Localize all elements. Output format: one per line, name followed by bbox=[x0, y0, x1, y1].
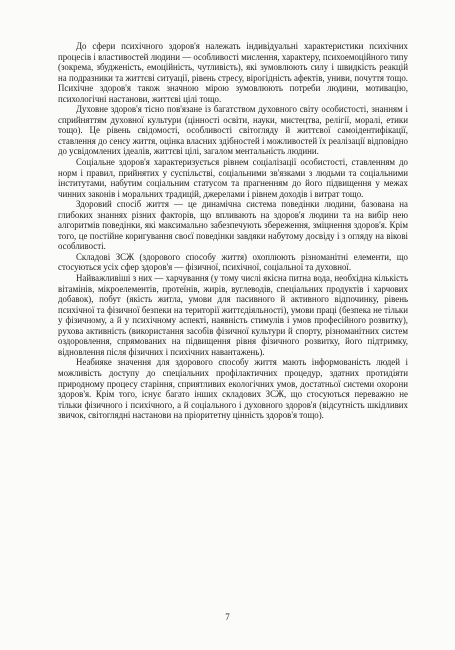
paragraph-spiritual-health: Духовне здоров'я тісно пов'язане із багатством духовного світу особистості, знанням і сприйняттям духовної культури (цінності освіти, науки, мистецтва, релігії, моралі, етики тощо). Це рівень свідомості, особливості світогляду й життєвої самоідентифікації, ставлення до сенсу життя, оцінка власних здібностей і можливостей їх реалізації відповідно до усвідомлених ідеалів, життєві цілі, загалом ментальність людини. bbox=[58, 104, 408, 157]
body-text bbox=[58, 41, 408, 421]
page-number: 7 bbox=[225, 612, 230, 622]
paragraph-most-important: Найважливіші з них — харчування (у тому числі якісна питна вода, необхідна кількість вітамінів, мікроелементів, протеїнів, жирів, вуглеводів, спеціальних продуктів і харчових добавок), побут (якість житла, умови для пасивного й активного відпочинку, рівень психічної та фізичної безпеки на території життєдіяльності), умови праці (безпека не тільки у фізичному, а й у психічному аспекті, наявність стимулів і умов професійного розвитку), рухова активність (використання засобів фізичної культури й спорту, різноманітних систем оздоровлення, спрямованих на підвищення рівня фізичного розвитку, його підтримку, відновлення після фізичних і психічних навантажень). bbox=[58, 273, 408, 357]
paragraph-mental-health: До сфери психічного здоров'я належать індивідуальні характеристики психічних процесів і властивостей людини — особливості мислення, характеру, психоемоційного типу (зокрема, збудженість, емоційність, чутливість), які зумовлюють силу і швидкість реакцій на подразники та життєві ситуації, рівень стресу, вірогідність афектів, униви, почуття тощо. Психічне здоров'я також значною мірою зумовлюють потреби людини, мотивацію, психологічні настанови, життєві цілі тощо. bbox=[58, 41, 408, 104]
paragraph-healthy-lifestyle: Здоровий спосіб життя — це динамічна система поведінки людини, базована на глибоких знаннях різних факторів, що впливають на здоров'я людини та на вибір нею алгоритмів поведінки, які максимально забезпечують збереження, зміцнення здоров'я. Крім того, це постійне коригування своєї поведінки завдяки набутому досвіду і з огляду на вікові особливості. bbox=[58, 199, 408, 252]
paragraph-lifestyle-components: Складові ЗСЖ (здорового способу життя) охоплюють різноманітні елементи, що стосуються усіх сфер здоров'я — фізичної, психічної, соціальної та духовної. bbox=[58, 251, 408, 273]
paragraph-social-health: Соціальне здоров'я характеризується рівнем соціалізації особистості, ставленням до норм і правил, прийнятих у суспільстві, соціальними зв'язками з людьми та соціальними інститутами, набутим соціальним статусом та прагненням до його підвищення у межах чинних законів і моральних традицій, джерелами і рівнем доходів і витрат тощо. bbox=[58, 157, 408, 199]
paragraph-awareness: Неабияке значення для здорового способу життя мають інформованість людей і можливість доступу до спеціальних профілактичних процедур, здатних протидіяти природному процесу старіння, сприятливих екологічних умов, достатньої системи охорони здоров'я. Крім того, існує багато інших складових ЗСЖ, що стосуються переважно не тільки фізичного і психічного, а й соціального і духовного здоров'я (відсутність шкідливих звичок, світоглядні настанови на пріоритетну цінність здоров'я тощо). bbox=[58, 357, 408, 421]
